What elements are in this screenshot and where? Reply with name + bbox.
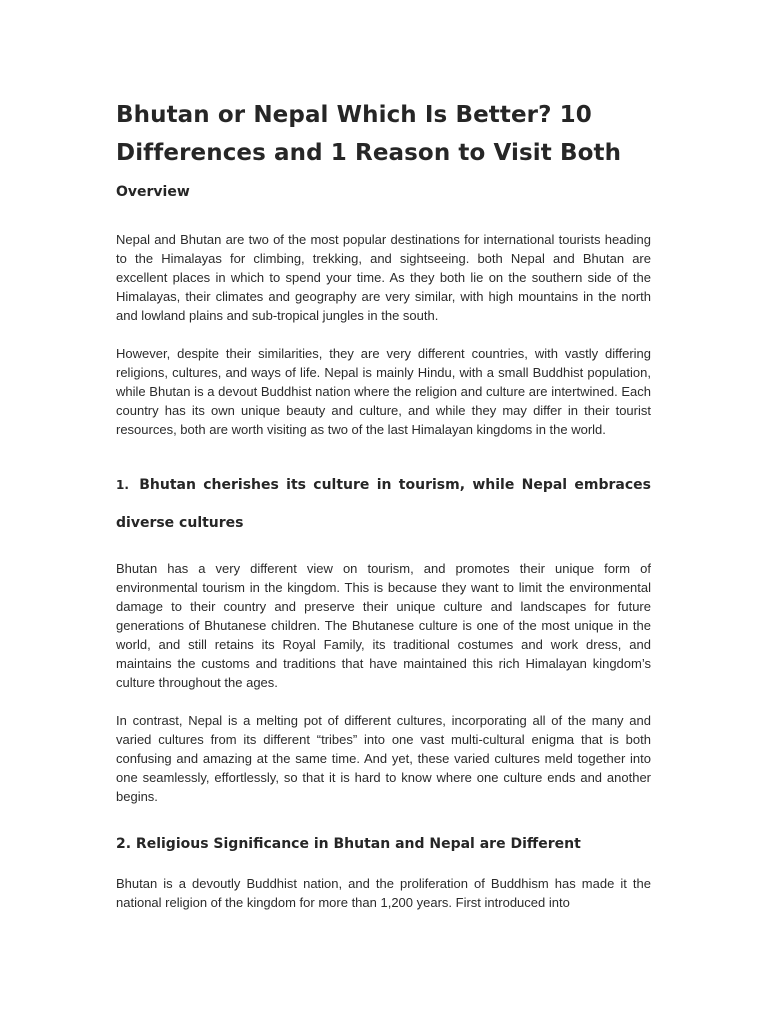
overview-heading: Overview bbox=[116, 184, 190, 200]
paragraph-intro: Nepal and Bhutan are two of the most popular destinations for international tourists heading to the Himalayas for climbing, trekking, and sightseeing. both Nepal and Bhutan are excellent places in which to spend your time. As they both lie on the southern side of the Himalayas, their climates and geography are very similar, with high mountains in the north and lowland plains and sub-tropical jungles in the south. bbox=[116, 232, 651, 323]
section-1-heading bbox=[116, 466, 651, 542]
section-2-heading: 2. Religious Significance in Bhutan and Nepal are Different bbox=[116, 836, 581, 852]
paragraph-nepal-cultures: In contrast, Nepal is a melting pot of different cultures, incorporating all of the many and varied cultures from its different “tribes” into one vast multi-cultural enigma that is both confusing and amazing at the same time. And yet, these varied cultures meld together into one seamlessly, effortlessly, so that it is hard to know where one culture ends and another begins. bbox=[116, 713, 651, 804]
paragraph-bhutan-tourism: Bhutan has a very different view on tourism, and promotes their unique form of environmental tourism in the kingdom. This is because they want to limit the environmental damage to their country and preserve their unique culture and landscapes for future generations of Bhutanese children. The Bhutanese culture is one of the most unique in the world, and still retains its Royal Family, its traditional costumes and work dress, and maintains the customs and traditions that have maintained this rich Himalayan kingdom’s culture throughout the ages. bbox=[116, 561, 651, 690]
paragraph-differences: However, despite their similarities, they are very different countries, with vastly differing religions, cultures, and ways of life. Nepal is mainly Hindu, with a small Buddhist population, while Bhutan is a devout Buddhist nation where the religion and culture are intertwined. Each country has its own unique beauty and culture, and while they may differ in their tourist resources, both are worth visiting as two of the last Himalayan kingdoms in the world. bbox=[116, 346, 651, 437]
document-page bbox=[116, 96, 651, 912]
document-title: Bhutan or Nepal Which Is Better? 10 Differences and 1 Reason to Visit Both bbox=[116, 102, 622, 166]
paragraph-bhutan-religion: Bhutan is a devoutly Buddhist nation, and the proliferation of Buddhism has made it the national religion of the kingdom for more than 1,200 years. First introduced into bbox=[116, 876, 651, 910]
section-1-heading-text: Bhutan cherishes its culture in tourism, while Nepal embraces diverse cultures bbox=[116, 477, 651, 531]
section-1-number: 1. bbox=[116, 478, 129, 492]
